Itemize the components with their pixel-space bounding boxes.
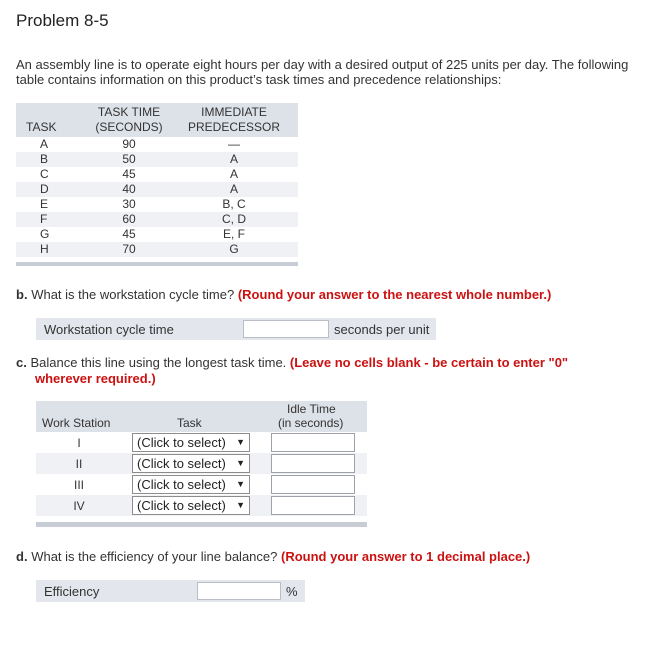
predecessor-cell: E, F [222,227,245,241]
predecessor-cell: A [170,182,298,197]
table-row [16,182,298,197]
work-station-id: III [73,478,84,492]
work-station-id: II [75,457,83,471]
time-cell: 40 [88,182,170,197]
cycle-time-answer-row [36,318,436,340]
question-d-label: d. [16,549,28,564]
task-cell: F [16,212,88,227]
task-select[interactable] [132,454,250,473]
chevron-down-icon: ▼ [236,500,245,510]
task-cell: E [40,197,49,211]
cycle-time-field-label: Workstation cycle time [36,318,242,340]
table-row [36,453,367,474]
efficiency-input-wrap [196,580,282,602]
task-select-value: (Click to select) [137,435,226,450]
question-c-text: Balance this line using the longest task time. [30,355,287,370]
task-cell: B [16,152,88,167]
time-cell: 60 [88,212,170,227]
table-row [36,495,367,516]
task-cell: H [16,242,88,257]
cycle-time-input-wrap [242,318,330,340]
question-d-text: What is the efficiency of your line balance? [31,549,278,564]
task-select[interactable] [132,433,250,452]
idle-time-input[interactable] [271,454,355,473]
question-c-instruction-line1: (Leave no cells blank - be certain to enter "0" [289,355,569,370]
header-task-time [88,103,170,137]
chevron-down-icon: ▼ [236,437,245,447]
task-table-header [16,103,298,137]
predecessor-cell: B, C [222,197,246,211]
work-station-table-header [36,401,367,432]
header-idle-time-line1: Idle Time [287,402,336,416]
work-station-id: IV [73,499,85,513]
work-station-table-bottom-bar [36,522,367,527]
question-c [16,355,616,387]
header-task: Task [177,416,202,430]
header-predecessor-line1: IMMEDIATE [201,105,267,119]
work-station-id: I [77,436,81,450]
time-cell: 45 [122,167,136,181]
question-b-label: b. [16,287,28,302]
header-work-station: Work Station [42,416,111,430]
chevron-down-icon: ▼ [236,458,245,468]
predecessor-cell: — [228,137,240,151]
efficiency-answer-row [36,580,305,602]
time-cell: 70 [88,242,170,257]
task-cell: C [40,167,49,181]
time-cell: 90 [122,137,136,151]
header-predecessor-line2: PREDECESSOR [187,120,281,134]
question-b-instruction: (Round your answer to the nearest whole number.) [237,287,552,302]
efficiency-input[interactable] [197,582,281,600]
efficiency-field-label: Efficiency [36,580,196,602]
task-table [16,103,298,257]
task-cell: G [40,227,50,241]
table-row [16,197,298,212]
task-table-bottom-bar [16,262,298,266]
efficiency-unit: % [282,580,305,602]
table-row [36,432,367,453]
task-select-value: (Click to select) [137,456,226,471]
task-cell: D [16,182,88,197]
table-row [16,212,298,227]
cycle-time-unit: seconds per unit [330,318,436,340]
problem-intro: An assembly line is to operate eight hours per day with a desired output of 225 units per day. The following table contains information on this product’s task times and precedence relationships: [16,57,629,87]
predecessor-cell: C, D [170,212,298,227]
table-row [16,242,298,257]
question-d [16,549,530,565]
question-b-text: What is the workstation cycle time? [31,287,235,302]
question-d-instruction: (Round your answer to 1 decimal place.) [281,549,531,564]
task-cell: A [40,137,49,151]
time-cell: 45 [122,227,136,241]
idle-time-input[interactable] [271,433,355,452]
time-cell: 50 [88,152,170,167]
predecessor-cell: G [170,242,298,257]
header-task-time-line1: TASK TIME [97,105,161,119]
predecessor-cell: A [229,167,238,181]
table-row [16,227,298,242]
header-task [16,103,88,137]
question-c-instruction-line2: wherever required.) [35,371,156,386]
task-select-value: (Click to select) [137,498,226,513]
table-row [16,167,298,182]
work-station-table [36,401,367,516]
idle-time-input[interactable] [271,475,355,494]
page-title: Problem 8-5 [16,11,109,30]
chevron-down-icon: ▼ [236,479,245,489]
question-c-label: c. [16,355,27,370]
table-row [16,137,298,152]
predecessor-cell: A [170,152,298,167]
table-row [36,474,367,495]
idle-time-input[interactable] [271,496,355,515]
task-select[interactable] [132,496,250,515]
question-b [16,287,551,303]
header-task-time-line2: (SECONDS) [95,120,163,134]
header-idle-time-line2: (in seconds) [278,416,344,430]
table-row [16,152,298,167]
task-select-value: (Click to select) [137,477,226,492]
cycle-time-input[interactable] [243,320,329,338]
header-predecessor [170,103,298,137]
time-cell: 30 [122,197,136,211]
header-task-label: TASK [26,120,57,134]
task-select[interactable] [132,475,250,494]
